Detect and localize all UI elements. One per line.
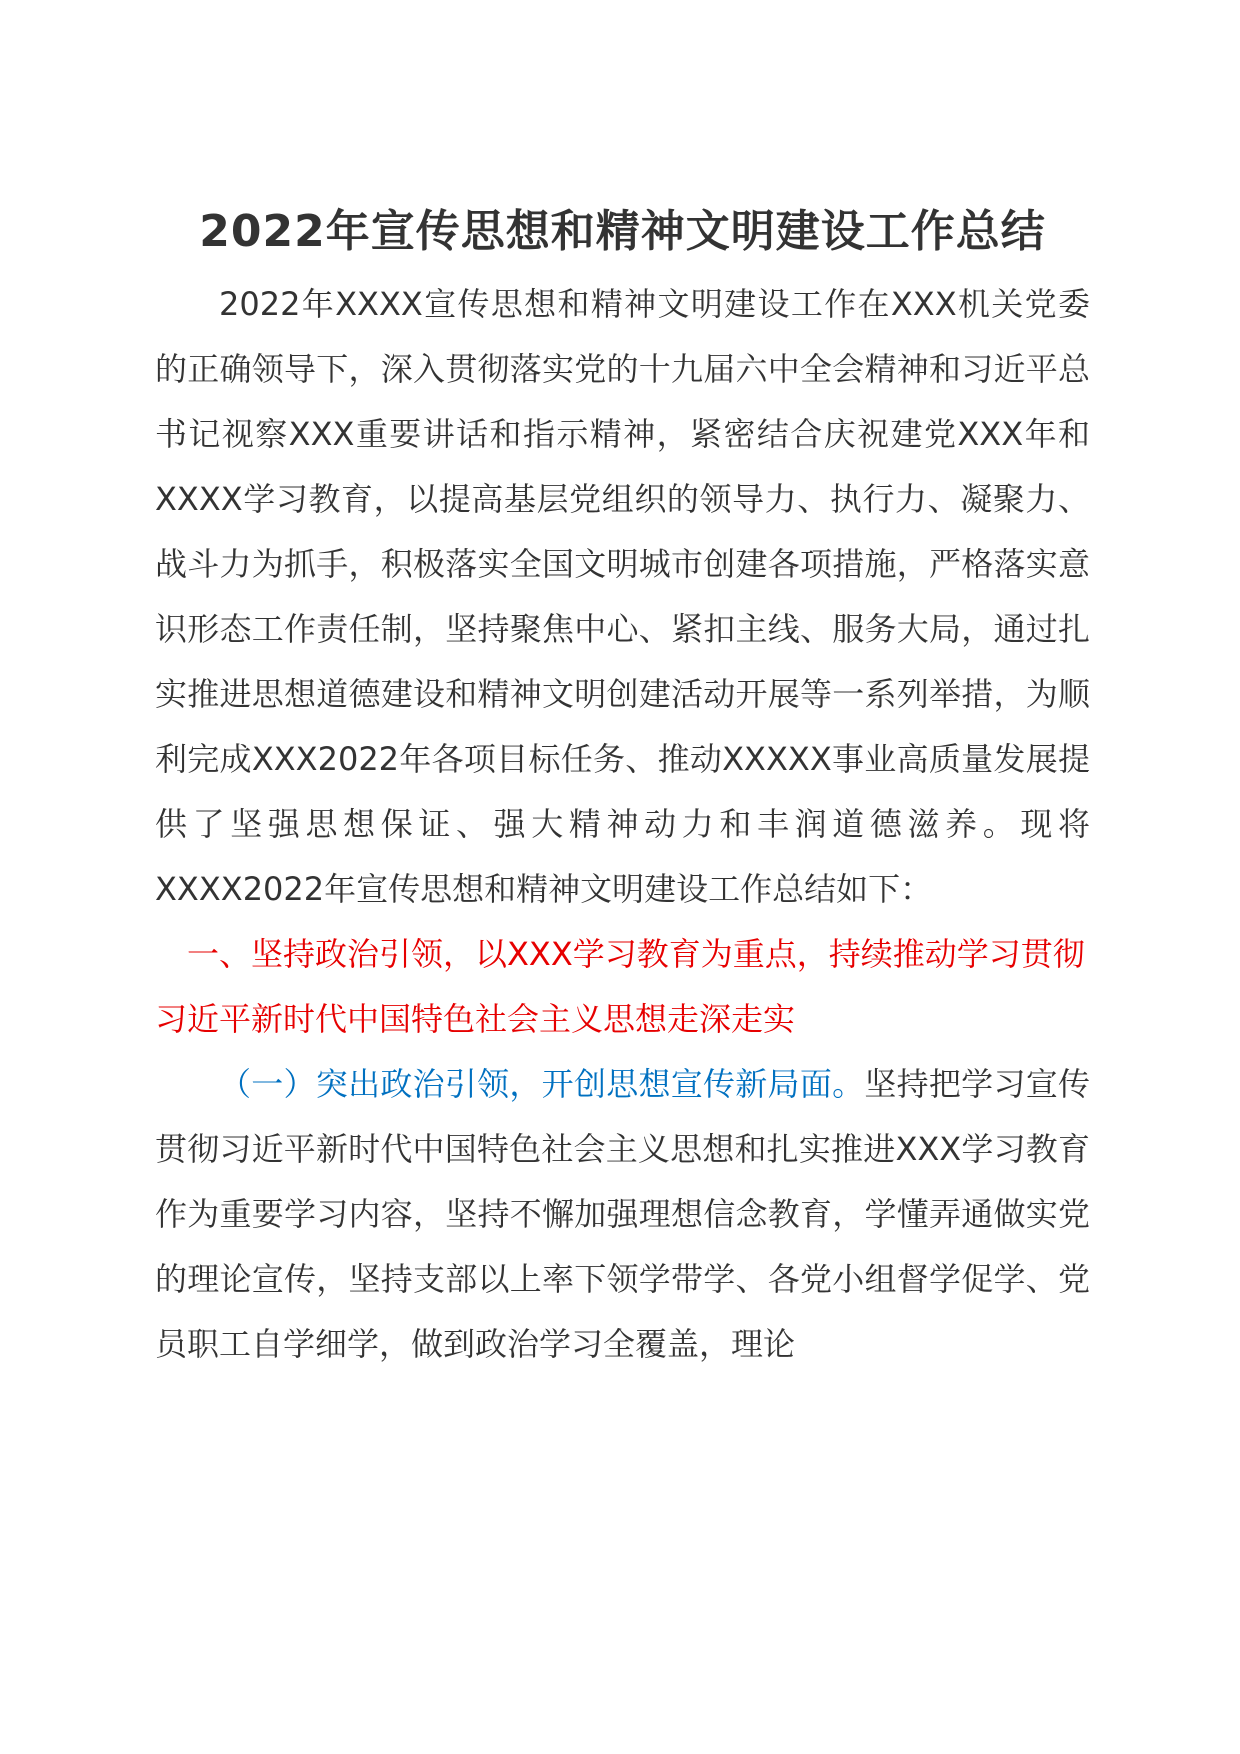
document-page [155,200,1090,1377]
subsection-heading-1: （一）突出政治引领，开创思想宣传新局面。 [219,1065,865,1103]
subsection-body-1: 坚持把学习宣传贯彻习近平新时代中国特色社会主义思想和扎实推进XXX学习教育作为重要学习内容，坚持不懈加强理想信念教育，学懂弄通做实党的理论宣传，坚持支部以上率下领学带学、各党小组督学促学、党员职工自学细学，做到政治学习全覆盖，理论 [155,1065,1090,1363]
intro-paragraph: 2022年XXXX宣传思想和精神文明建设工作在XXX机关党委的正确领导下，深入贯彻落实党的十九届六中全会精神和习近平总书记视察XXX重要讲话和指示精神，紧密结合庆祝建党XXX年和XXXX学习教育，以提高基层党组织的领导力、执行力、凝聚力、战斗力为抓手，积极落实全国文明城市创建各项措施，严格落实意识形态工作责任制，坚持聚焦中心、紧扣主线、服务大局，通过扎实推进思想道德建设和精神文明创建活动开展等一系列举措，为顺利完成XXX2022年各项目标任务、推动XXXXX事业高质量发展提供了坚强思想保证、强大精神动力和丰润道德滋养。现将XXXX2022年宣传思想和精神文明建设工作总结如下： [155,285,1090,908]
subsection-paragraph-1 [155,1052,1090,1377]
document-title: 2022年宣传思想和精神文明建设工作总结 [199,206,1046,257]
section-heading-1: 一、坚持政治引领，以XXX学习教育为重点，持续推动学习贯彻习近平新时代中国特色社会主义思想走深走实 [155,935,1085,1038]
